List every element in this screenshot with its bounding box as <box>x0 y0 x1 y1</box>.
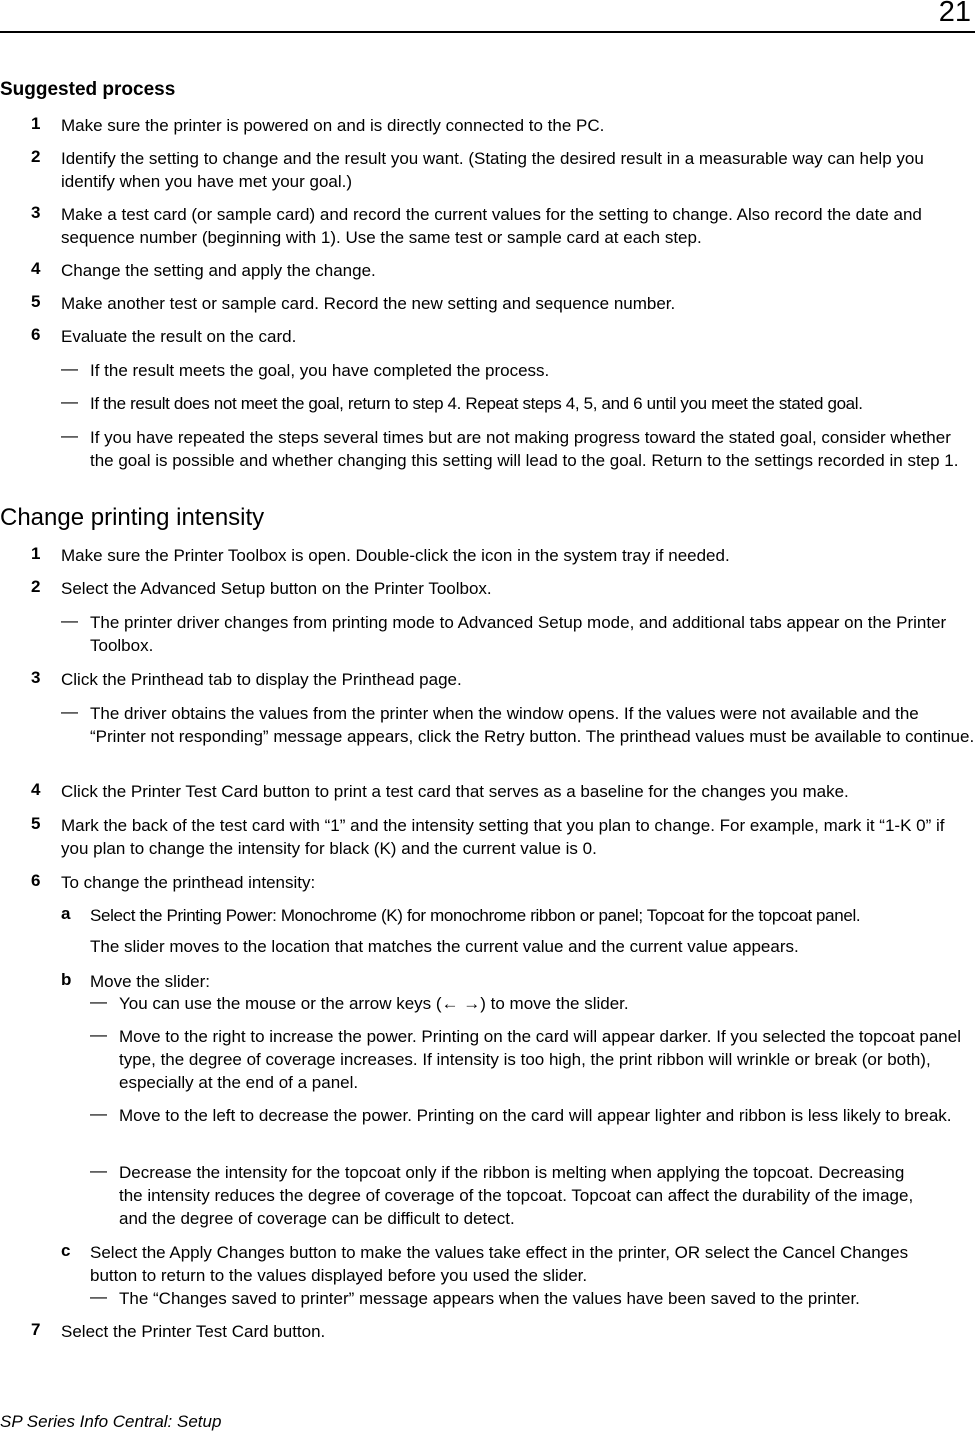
step-text: Click the Printhead tab to display the Printhead page. <box>61 670 462 689</box>
dash-bullet: — <box>90 1025 107 1044</box>
section-title-suggested-process: Suggested process <box>0 79 176 100</box>
dash-bullet: — <box>90 1104 107 1123</box>
step-text: Make sure the printer is powered on and is directly connected to the PC. <box>61 116 605 135</box>
step-number: 1 <box>31 544 41 563</box>
step-number: 6 <box>31 871 41 890</box>
step-text: Change the setting and apply the change. <box>61 261 376 280</box>
step-number: 4 <box>31 780 41 799</box>
dash-bullet: — <box>61 702 78 721</box>
dash-bullet: — <box>61 392 78 411</box>
bullet-text: You can use the mouse or the arrow keys (← →) to move the slider. <box>119 994 629 1013</box>
step-number: 3 <box>31 203 41 222</box>
bullet-text: If you have repeated the steps several times but are not making progress toward the stated goal, consider whether the goal is possible and whether changing this setting will lead to the goal. Return to the settings recorded in step 1. <box>90 428 959 470</box>
step-text: Click the Printer Test Card button to print a test card that serves as a baseline for the changes you make. <box>61 782 849 801</box>
bullet-text: Move to the right to increase the power. Printing on the card will appear darker. If you selected the topcoat panel type, the degree of coverage increases. If intensity is too high, the print ribbon will wrinkle or break (or both), especially at the end of a panel. <box>119 1027 961 1092</box>
footer-text: SP Series Info Central: Setup <box>0 1412 222 1431</box>
header-rule <box>0 31 975 33</box>
substep-note: The slider moves to the location that matches the current value and the current value appears. <box>90 937 799 956</box>
dash-bullet: — <box>61 359 78 378</box>
step-text: Identify the setting to change and the result you want. (Stating the desired result in a measurable way can help you identify when you have met your goal.) <box>61 149 924 191</box>
step-number: 1 <box>31 114 41 133</box>
dash-bullet: — <box>61 611 78 630</box>
substep-text: Select the Printing Power: Monochrome (K) for monochrome ribbon or panel; Topcoat for the topcoat panel. <box>90 906 861 925</box>
bullet-text: Decrease the intensity for the topcoat only if the ribbon is melting when applying the topcoat. Decreasing the intensity reduces the degree of coverage of the topcoat. Topcoat can affect the durability of the image, and the degree of coverage can be difficult to detect. <box>119 1163 914 1228</box>
step-text: Select the Advanced Setup button on the Printer Toolbox. <box>61 579 492 598</box>
step-number: 2 <box>31 147 41 166</box>
substep-letter: a <box>61 904 71 923</box>
dash-bullet: — <box>90 1287 107 1306</box>
step-text: Make a test card (or sample card) and record the current values for the setting to change. Also record the date and sequence number (beginning with 1). Use the same test or sample card at each step. <box>61 205 922 247</box>
bullet-text: The driver obtains the values from the printer when the window opens. If the values were not available and the “Printer not responding” message appears, click the Retry button. The printhead values must be available to continue. <box>90 704 975 746</box>
step-number: 6 <box>31 325 41 344</box>
bullet-text: The “Changes saved to printer” message appears when the values have been saved to the printer. <box>119 1289 860 1308</box>
step-text: Make sure the Printer Toolbox is open. Double-click the icon in the system tray if needed. <box>61 546 730 565</box>
step-number: 5 <box>31 814 41 833</box>
substep-text: Move the slider: <box>90 972 210 991</box>
section-title-change-printing-intensity: Change printing intensity <box>0 504 265 531</box>
bullet-text: If the result does not meet the goal, return to step 4. Repeat steps 4, 5, and 6 until you meet the stated goal. <box>90 394 863 413</box>
bullet-text: The printer driver changes from printing mode to Advanced Setup mode, and additional tabs appear on the Printer Toolbox. <box>90 613 947 655</box>
substep-text: Select the Apply Changes button to make the values take effect in the printer, OR select the Cancel Changes button to return to the values displayed before you used the slider. <box>90 1243 909 1285</box>
substep-letter: b <box>61 970 72 989</box>
bullet-text: If the result meets the goal, you have completed the process. <box>90 361 550 380</box>
substep-letter: c <box>61 1241 71 1260</box>
bullet-text: Move to the left to decrease the power. Printing on the card will appear lighter and ribbon is less likely to break. <box>119 1106 952 1125</box>
step-text: Evaluate the result on the card. <box>61 327 297 346</box>
step-number: 2 <box>31 577 41 596</box>
dash-bullet: — <box>61 426 78 445</box>
step-text: Select the Printer Test Card button. <box>61 1322 326 1341</box>
dash-bullet: — <box>90 1161 107 1180</box>
step-text: Mark the back of the test card with “1” and the intensity setting that you plan to change. For example, mark it “1-K 0” if you plan to change the intensity for black (K) and the current value is 0. <box>61 816 945 858</box>
step-text: To change the printhead intensity: <box>61 873 316 892</box>
dash-bullet: — <box>90 992 107 1011</box>
step-number: 4 <box>31 259 41 278</box>
step-number: 3 <box>31 668 41 687</box>
step-number: 7 <box>31 1320 41 1339</box>
page-number: 21 <box>938 0 971 28</box>
step-text: Make another test or sample card. Record the new setting and sequence number. <box>61 294 676 313</box>
step-number: 5 <box>31 292 41 311</box>
